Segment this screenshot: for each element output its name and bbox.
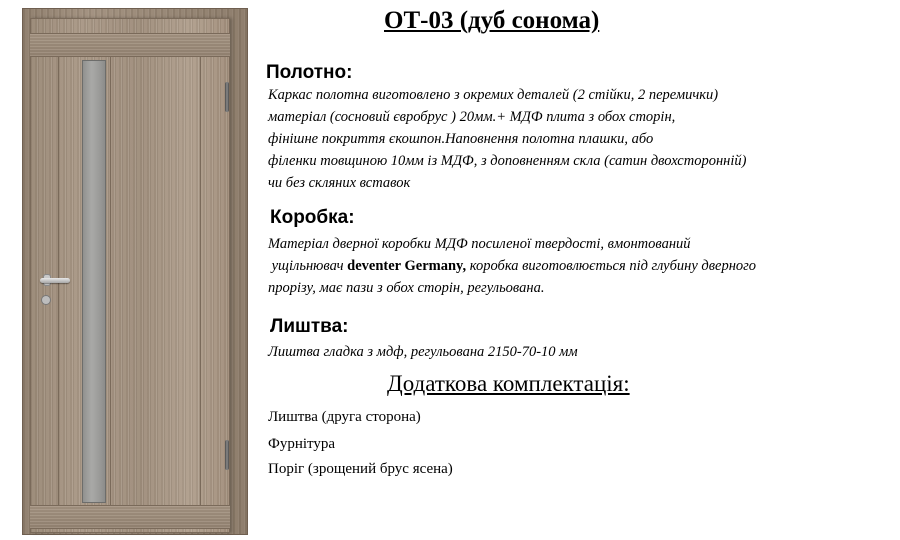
section-body-polotno — [268, 84, 746, 194]
section-body-korobka — [268, 233, 756, 299]
door-stile-line — [200, 56, 201, 505]
text-line: чи без скляних вставок — [268, 175, 411, 191]
text-line: матеріал (сосновий євробрус ) 20мм.+ МДФ плита з обох сторін, — [268, 109, 676, 125]
page-title: ОТ-03 (дуб сонома) — [384, 7, 600, 34]
door-handle — [40, 278, 70, 283]
text-line: Каркас полотна виготовлено з окремих деталей (2 стійки, 2 перемички) — [268, 87, 719, 103]
door-glass-insert — [82, 60, 106, 503]
text-line: фінішне покриття єкошпон.Наповнення полотна плашки, або — [268, 131, 654, 147]
text-fragment: ущільнювач — [268, 258, 348, 274]
section-heading-korobka: Коробка: — [270, 207, 355, 228]
door-stile-line — [110, 56, 111, 505]
section-heading-polotno: Полотно: — [266, 62, 353, 83]
hinge-icon — [225, 440, 229, 470]
door-image — [0, 0, 255, 540]
extras-item: Фурнітура — [268, 436, 336, 452]
text-line: Матеріал дверної коробки МДФ посиленої твердості, вмонтований — [268, 236, 691, 252]
hinge-icon — [225, 82, 229, 112]
door-lock-icon — [42, 296, 50, 304]
text-line: прорізу, має пази з обох сторін, регульована. — [268, 280, 545, 296]
extras-item: Лиштва (друга сторона) — [268, 409, 421, 425]
text-line — [268, 255, 756, 277]
brand-name: deventer Germany, — [347, 258, 467, 274]
section-body-lyshtva — [268, 341, 578, 363]
extras-heading: Додаткова комплектація: — [387, 371, 630, 396]
door-top-rail — [30, 33, 230, 57]
text-line: Лиштва гладка з мдф, регульована 2150-70-10 мм — [268, 344, 578, 360]
text-line: філенки товщиною 10мм із МДФ, з доповненням скла (сатин двохсторонній) — [268, 153, 747, 169]
text-fragment: коробка виготовлюється під глубину дверного — [466, 258, 757, 274]
extras-item: Поріг (зрощений брус ясена) — [268, 461, 453, 477]
section-heading-lyshtva: Лиштва: — [270, 316, 349, 337]
door-bottom-rail — [30, 505, 230, 529]
